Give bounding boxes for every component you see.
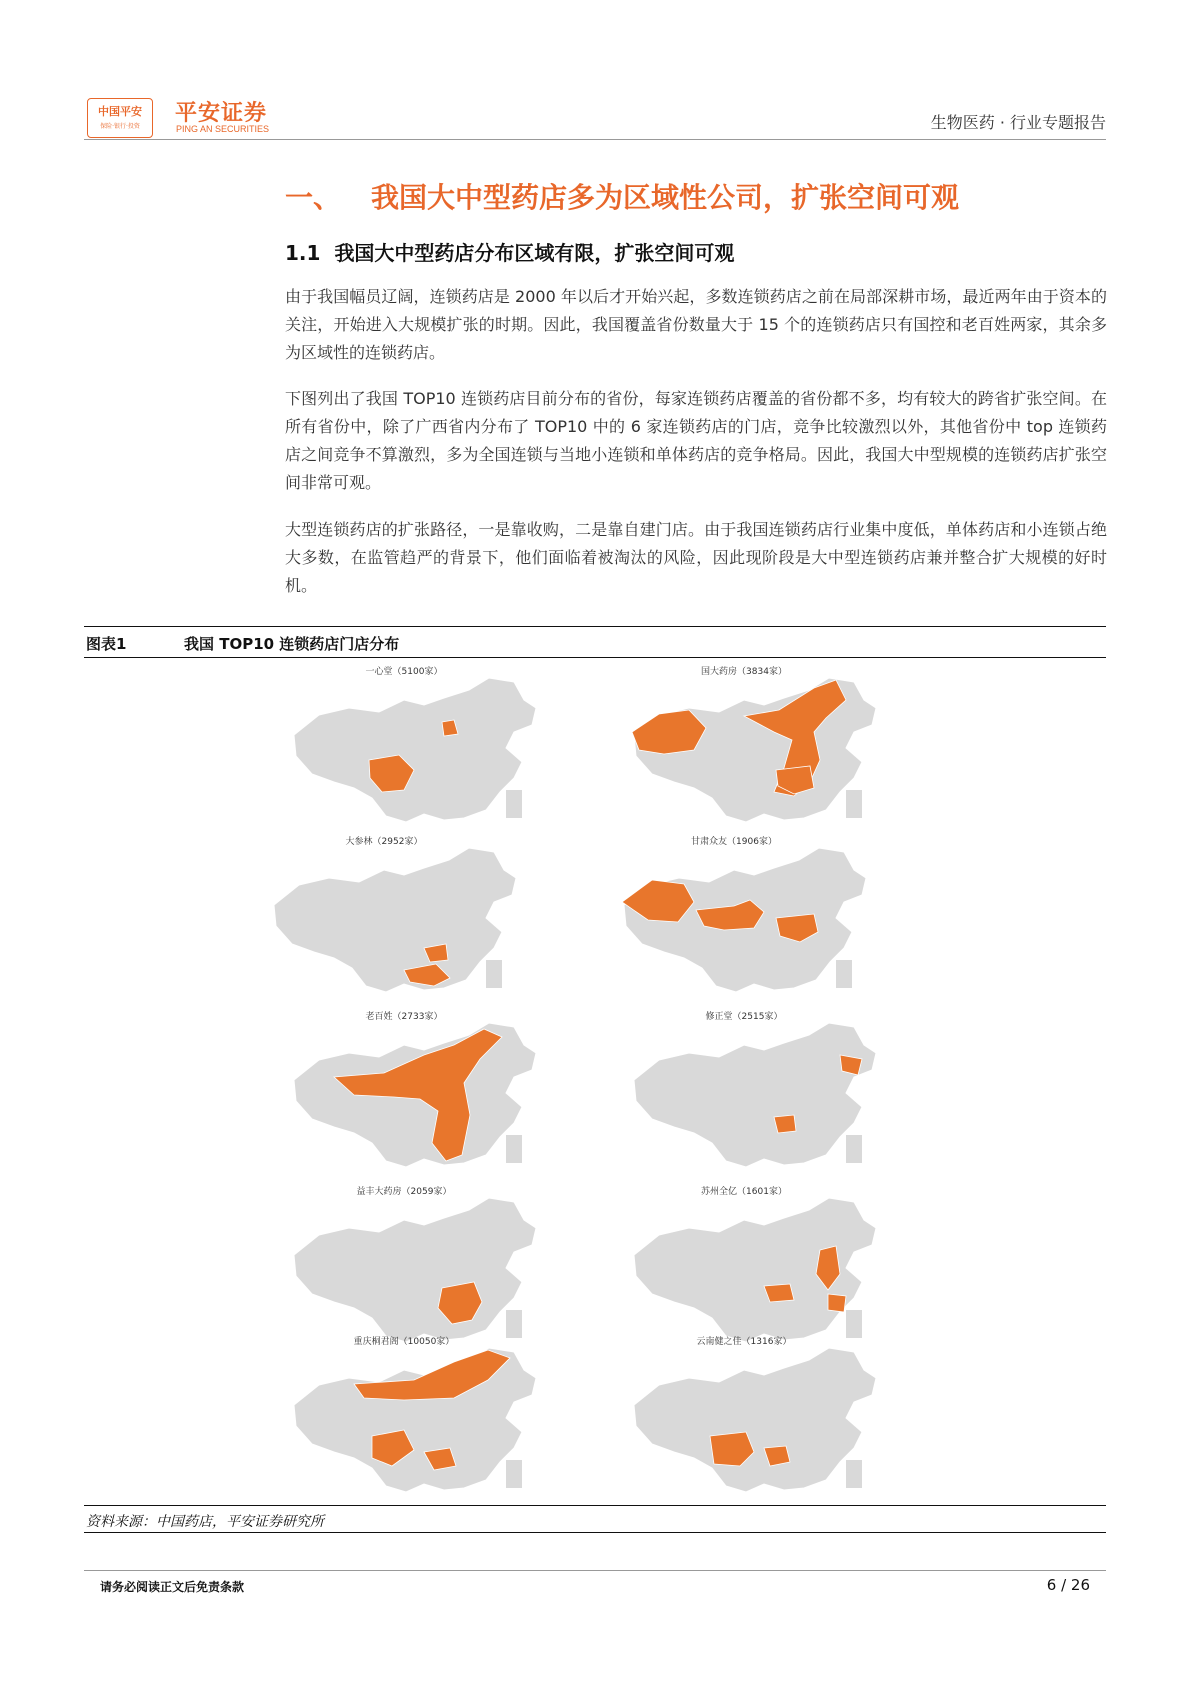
disclaimer-note: 请务必阅读正文后免责条款 — [100, 1580, 245, 1594]
china-outline — [634, 1348, 876, 1492]
figure-title-bar — [84, 626, 1106, 658]
brand-name: 平安证券 — [175, 101, 268, 126]
south-china-sea-inset — [836, 960, 852, 988]
section-number: 一、 — [285, 181, 342, 214]
south-china-sea-inset — [846, 790, 862, 818]
map-title: 大参林（2952家） — [345, 837, 423, 847]
map-title: 国大药房（3834家） — [701, 667, 787, 677]
header-divider — [84, 139, 1106, 140]
china-outline — [294, 1198, 536, 1342]
source-note: 资料来源：中国药店，平安证券研究所 — [86, 1514, 324, 1530]
brand-name-english: PING AN SECURITIES — [176, 124, 270, 134]
china-outline — [294, 1348, 536, 1492]
page-header — [0, 0, 1190, 140]
highlighted-province — [828, 1294, 846, 1312]
highlighted-province — [632, 710, 706, 754]
highlighted-province — [774, 1115, 796, 1133]
china-map-dashenlin — [214, 830, 554, 1000]
map-guoda — [574, 660, 914, 830]
china-map-jianzhijia — [574, 1330, 914, 1500]
logo-box-title: 中国平安 — [98, 105, 142, 118]
china-map-guoda — [574, 660, 914, 830]
map-yunnan-jianzhijia — [574, 1330, 914, 1500]
subsection-title: 我国大中型药店分布区域有限，扩张空间可观 — [334, 241, 735, 265]
south-china-sea-inset — [846, 1135, 862, 1163]
map-yifeng — [234, 1180, 574, 1350]
south-china-sea-inset — [486, 960, 502, 988]
map-title: 老百姓（2733家） — [365, 1012, 443, 1022]
china-outline — [634, 1023, 876, 1167]
map-title: 益丰大药房（2059家） — [356, 1187, 452, 1197]
subsection-heading — [285, 237, 734, 266]
china-map-yifeng — [234, 1180, 574, 1350]
map-title: 修正堂（2515家） — [705, 1012, 783, 1022]
map-title: 苏州全亿（1601家） — [701, 1187, 787, 1197]
paragraph-2: 下图列出了我国 TOP10 连锁药店目前分布的省份，每家连锁药店覆盖的省份都不多，均有较大的跨省扩张空间。在所有省份中，除了广西省内分布了 TOP10 中的 6 家连锁药店的门店，竞争比较激烈以外，其他省份中 top 连锁药店之间竞争不算激烈，多为全国连锁与当地小连锁和单体药店的竞争格局。因此，我国大中型规模的连锁药店扩张空间非常可观。 — [285, 389, 1107, 492]
map-grid — [84, 660, 1106, 1500]
south-china-sea-inset — [506, 1135, 522, 1163]
section-title: 我国大中型药店多为区域性公司，扩张空间可观 — [371, 181, 960, 214]
source-bar — [84, 1505, 1106, 1533]
figure-label: 图表1 — [86, 635, 127, 653]
map-dashenlin — [214, 830, 554, 1000]
china-map-yixintang — [234, 660, 574, 830]
map-gansu-zhongyou — [564, 830, 904, 1000]
section-heading — [285, 176, 959, 216]
figure-caption: 我国 TOP10 连锁药店门店分布 — [184, 635, 400, 653]
paragraph-1: 由于我国幅员辽阔，连锁药店是 2000 年以后才开始兴起，多数连锁药店之前在局部深耕市场，最近两年由于资本的关注，开始进入大规模扩张的时期。因此，我国覆盖省份数量大于 15 个的连锁药店只有国控和老百姓两家，其余多为区域性的连锁药店。 — [285, 287, 1107, 362]
china-map-gansu-zhongyou — [564, 830, 904, 1000]
china-outline — [294, 678, 536, 822]
china-map-laobaixing — [234, 1005, 574, 1175]
map-xiuzhengtang — [574, 1005, 914, 1175]
china-map-suzhou-quanyi — [574, 1180, 914, 1350]
footer-divider — [84, 1570, 1106, 1571]
report-type: 生物医药 · 行业专题报告 — [930, 113, 1106, 132]
map-laobaixing — [234, 1005, 574, 1175]
china-map-xiuzhengtang — [574, 1005, 914, 1175]
subsection-number: 1.1 — [285, 241, 321, 265]
map-title: 一心堂（5100家） — [365, 667, 443, 677]
map-title: 甘肃众友（1906家） — [691, 837, 777, 847]
china-map-tongjunge — [234, 1330, 574, 1500]
map-title: 云南健之佳（1316家） — [696, 1337, 792, 1347]
south-china-sea-inset — [506, 790, 522, 818]
paragraph-3: 大型连锁药店的扩张路径，一是靠收购，二是靠自建门店。由于我国连锁药店行业集中度低，单体药店和小连锁占绝大多数，在监管趋严的背景下，他们面临着被淘汰的风险，因此现阶段是大中型连锁药店兼并整合扩大规模的好时机。 — [285, 520, 1107, 595]
page-number: 6 / 26 — [1046, 1576, 1090, 1594]
map-yixintang — [234, 660, 574, 830]
map-chongqing-tongjunge — [234, 1330, 574, 1500]
map-suzhou-quanyi — [574, 1180, 914, 1350]
logo-box-subtitle: 保险·银行·投资 — [100, 123, 140, 130]
pingan-logo-box — [87, 98, 153, 138]
south-china-sea-inset — [846, 1460, 862, 1488]
map-title: 重庆桐君阁（10050家） — [353, 1337, 455, 1347]
south-china-sea-inset — [506, 1460, 522, 1488]
china-outline — [274, 848, 516, 992]
